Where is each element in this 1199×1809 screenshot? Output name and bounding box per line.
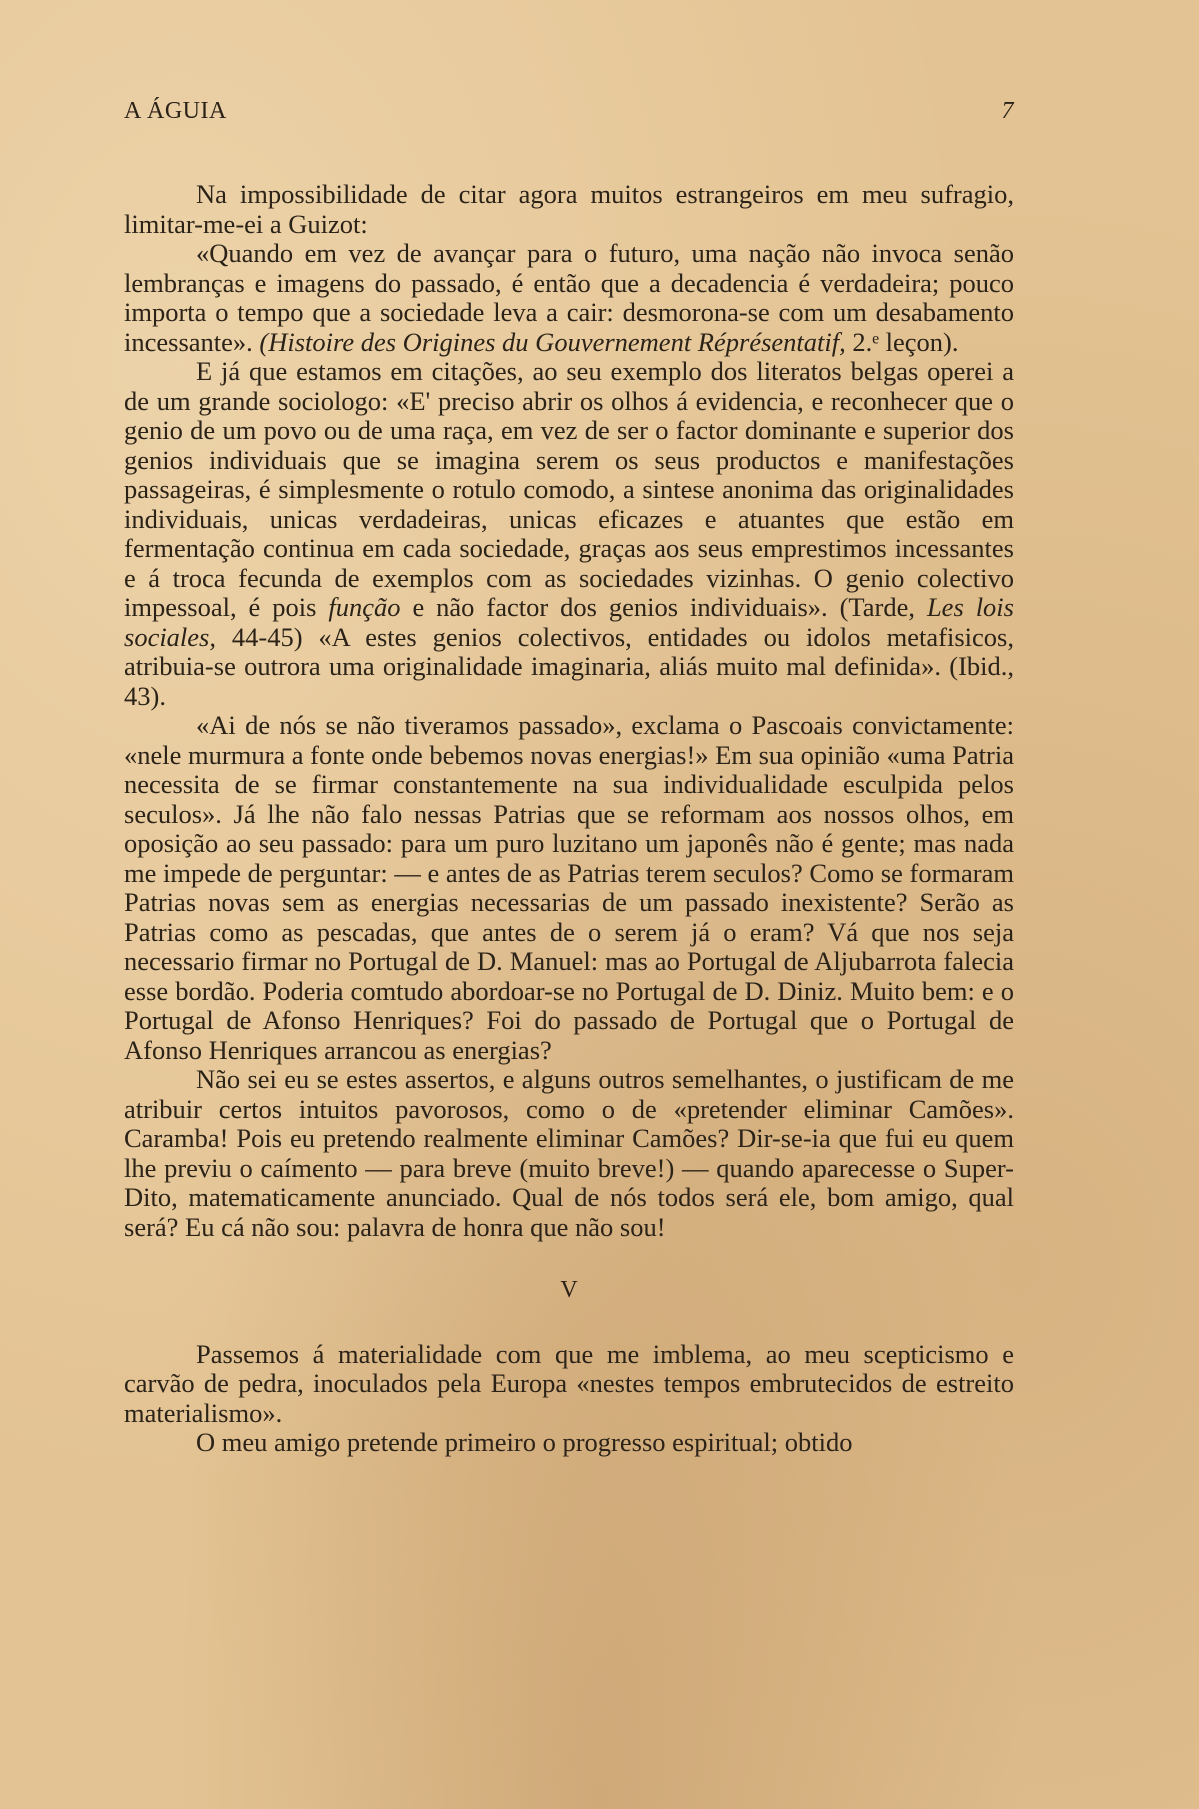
citation-title: (Histoire des Origines du Gouvernement Réprésentatif,: [259, 326, 846, 357]
paragraph-quote: [124, 239, 1014, 357]
paragraph: O meu amigo pretende primeiro o progresso espiritual; obtido: [196, 1427, 853, 1457]
text-run: 44-45) «A estes genios colectivos, entidades ou idolos metafisicos, atribuia-se outrora uma originalidade imaginaria, aliás muito mal definida». (Ibid., 43).: [124, 621, 1014, 711]
section-heading: V: [560, 1277, 578, 1303]
journal-title: A ÁGUIA: [124, 98, 227, 124]
paragraph: [124, 357, 1014, 711]
emphasis: função: [328, 592, 401, 622]
citation-rest: 2.ᵉ leçon).: [845, 326, 959, 357]
paragraph: Não sei eu se estes assertos, e alguns outros semelhantes, o justificam de me atribuir certos intuitos pavorosos, como o de «pretender eliminar Camões». Caramba! Pois eu pretendo realmente eliminar Camões? Dir-se-ia que fui eu quem lhe previu o caímento — para breve (muito breve!) — quando aparecesse o Super-Dito, matematicamente anunciado. Qual de nós todos será ele, bom amigo, qual será? Eu cá não sou: palavra de honra que não sou!: [124, 1064, 1014, 1242]
text-run: e não factor dos genios individuais». (Tarde,: [400, 592, 927, 622]
paragraph: Passemos á materialidade com que me imblema, ao meu scepticismo e carvão de pedra, inoculados pela Europa «nestes tempos embrutecidos de estreito materialismo».: [124, 1338, 1014, 1428]
page-number: 7: [1001, 98, 1014, 124]
body-text: [124, 180, 1014, 1458]
citation-title: Les lois sociales,: [124, 592, 1014, 652]
paragraph: «Ai de nós se não tiveramos passado», exclama o Pascoais convictamente: «nele murmura a fonte onde bebemos novas energias!» Em sua opinião «uma Patria necessita de se firmar constantemente na sua individualidade esculpida pelos seculos». Já lhe não falo nessas Patrias que se reformam aos nossos olhos, em oposição ao seu passado: para um puro luzitano um japonês não é gente; mas nada me impede de perguntar: — e antes de as Patrias terem seculos? Como se formaram Patrias novas sem as energias necessarias de um passado inexistente? Serão as Patrias como as pescadas, que antes de o serem já o eram? Vá que nos seja necessario firmar no Portugal de D. Manuel: mas ao Portugal de Aljubarrota falecia esse bordão. Poderia comtudo abordoar-se no Portugal de D. Diniz. Muito bem: e o Portugal de Afonso Henriques? Foi do passado de Portugal que o Portugal de Afonso Henriques arrancou as energias?: [124, 710, 1014, 1065]
running-header: [124, 98, 1014, 128]
quote-text: «Quando em vez de avançar para o futuro, uma nação não invoca senão lembranças e imagens do passado, é então que a decadencia é verdadeira; pouco importa o tempo que a sociedade leva a cair: desmorona-se com um desabamento incessante».: [124, 238, 1014, 357]
text-run: E já que estamos em citações, ao seu exemplo dos literatos belgas operei a de um grande sociologo: «E' preciso abrir os olhos á evidencia, e reconhecer que o genio de um povo ou de uma raça, em vez de ser o factor dominante e superior dos genios individuais que se imagina serem os seus productos e manifestações passageiras, é simplesmente o rotulo comodo, a sintese anonima das originalidades individuais, unicas verdadeiras, unicas eficazes e atuantes que estão em fermentação continua em cada sociedade, graças aos seus emprestimos incessantes e á troca fecunda de exemplos com as sociedades vizinhas. O genio colectivo impessoal, é pois: [124, 356, 1014, 622]
paragraph: Na impossibilidade de citar agora muitos estrangeiros em meu sufragio, limitar-me-ei a Guizot:: [124, 179, 1014, 239]
